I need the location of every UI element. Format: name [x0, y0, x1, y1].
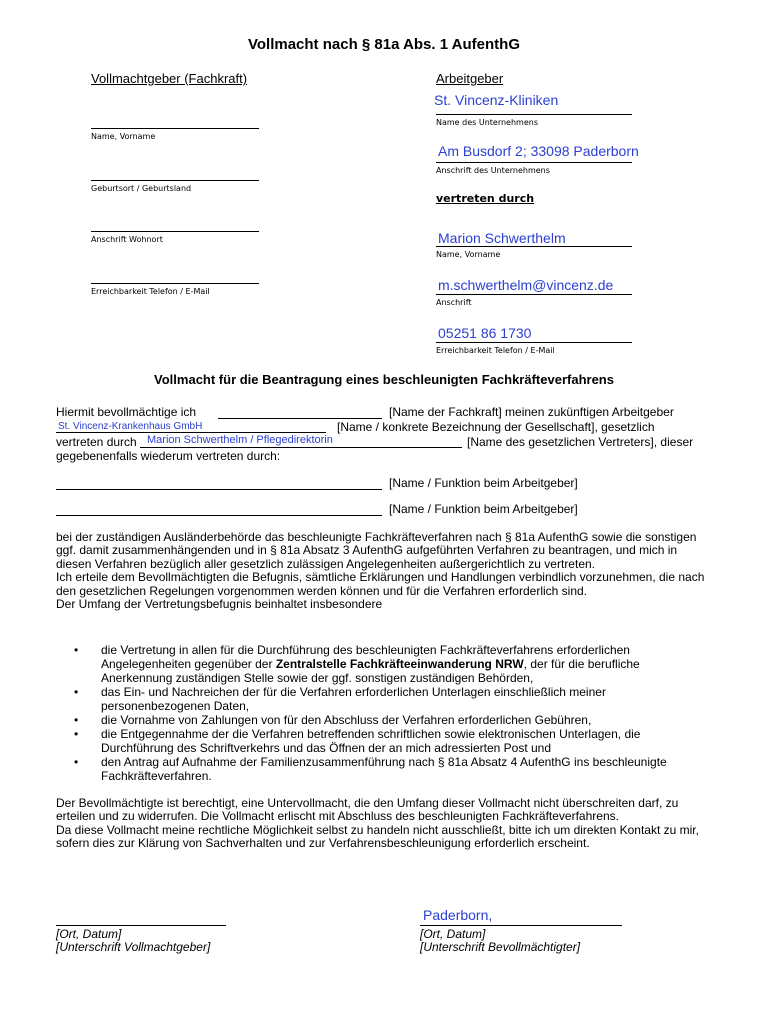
intro-line-2b: [Name / konkrete Bezeichnung der Gesellschaft], gesetzlich: [337, 420, 655, 434]
list-item: [56, 713, 713, 727]
list-item: [56, 755, 713, 783]
intro-line-1b: [Name der Fachkraft] meinen zukünftigen Arbeitgeber: [389, 405, 674, 419]
closing-paragraph-1: Der Bevollmächtigte ist berechtigt, eine Untervollmacht, die den Umfang dieser Vollmacht nicht überschreiten darf, zu erteilen und zu widerrufen. Die Vollmacht erlischt mit Abschluss des beschleunigten Fachkräfteverfahrens.: [56, 796, 679, 824]
right-place-date-label: [Ort, Datum]: [420, 927, 486, 941]
rep-name-value[interactable]: Marion Schwerthelm: [438, 230, 566, 246]
right-signature-label: [Unterschrift Bevollmächtigter]: [420, 940, 581, 954]
document-title: Vollmacht nach § 81a Abs. 1 AufenthG: [247, 36, 520, 53]
bullet-dot: •: [74, 643, 79, 657]
bullet-2-text: das Ein- und Nachreichen der für die Verfahren erforderlichen Unterlagen einschließlich meiner personenbezogenen Daten,: [101, 685, 606, 713]
body-paragraph-1-text: bei der zuständigen Ausländerbehörde das beschleunigte Fachkräfteverfahren nach § 81a AufenthG sowie die sonstigen ggf. damit zusammenhängenden und in § 81a Absatz 3 AufenthG aufgeführten Verfahren zu beantragen, und mich in diesen Verfahren bezüglich aller gesetzlich zulässigen Angelegenheiten außergerichtlich zu vertreten.: [56, 530, 697, 571]
substitute-field-1[interactable]: [56, 489, 382, 490]
bullet-1-tail: , der für die berufliche Anerkennung zuständigen Stelle sowie der ggf. sonstigen zuständigen Behörden,: [101, 657, 640, 685]
bullet-dot: •: [74, 755, 79, 769]
representative-fill[interactable]: Marion Schwerthelm / Pflegedirektorin: [147, 434, 333, 446]
field-label: Name des Unternehmens: [436, 118, 539, 127]
field-label: Erreichbarkeit Telefon / E-Mail: [436, 346, 555, 355]
left-heading: Vollmachtgeber (Fachkraft): [91, 71, 248, 86]
substitute-field-2[interactable]: [56, 515, 382, 516]
bullet-4-text: die Entgegennahme der die Verfahren betreffenden schriftlichen sowie elektronischen Unterlagen, die Durchführung des Schriftverkehrs und das Öffnen der an mich adressierten Post und: [101, 727, 641, 755]
field-line: [436, 162, 632, 163]
right-place-date-field: [420, 925, 622, 926]
field-label: Anschrift: [436, 298, 472, 307]
field-label: Geburtsort / Geburtsland: [91, 184, 192, 193]
left-signature-label: [Unterschrift Vollmachtgeber]: [56, 940, 211, 954]
intro-line-3b: [Name des gesetzlichen Vertreters], dieser: [467, 435, 694, 449]
field-line: [436, 114, 632, 115]
rep-phone-value[interactable]: 05251 86 1730: [438, 325, 532, 341]
bullet-5-text: den Antrag auf Aufnahme der Familienzusammenführung nach § 81a Absatz 4 AufenthG ins beschleunigte Fachkräfteverfahren.: [101, 755, 667, 783]
bullet-3-text: die Vornahme von Zahlungen von für den Abschluss der Verfahren erforderlichen Gebühren,: [101, 713, 592, 727]
left-place-date-label: [Ort, Datum]: [56, 927, 122, 941]
body-paragraph-3-text: Der Umfang der Vertretungsbefugnis beinhaltet insbesondere: [56, 597, 383, 612]
intro-line-3a: vertreten durch: [56, 435, 137, 449]
section-title: Vollmacht für die Beantragung eines beschleunigten Fachkräfteverfahrens: [154, 372, 614, 387]
intro-line-1a: Hiermit bevollmächtige ich: [56, 405, 197, 419]
field-line[interactable]: [91, 283, 259, 284]
field-line: [436, 246, 632, 247]
left-place-date-field[interactable]: [56, 925, 226, 926]
company-fill[interactable]: St. Vincenz-Krankenhaus GmbH: [58, 421, 203, 432]
bullet-1-bold: Zentralstelle Fachkräfteeinwanderung NRW: [275, 657, 524, 671]
field-label: Name, Vorname: [436, 250, 501, 259]
right-heading: Arbeitgeber: [436, 71, 504, 86]
closing-block: [56, 797, 713, 851]
field-line[interactable]: [91, 128, 259, 129]
bullet-1-text: die Vertretung in allen für die Durchführung des beschleunigten Fachkräfteverfahrens erforderlichen Angelegenheiten gegenüber der: [101, 643, 630, 671]
right-place-fill[interactable]: Paderborn,: [423, 907, 493, 923]
bullet-dot: •: [74, 713, 79, 727]
body-paragraph-2-text: Ich erteile dem Bevollmächtigten die Befugnis, sämtliche Erklärungen und Handlungen verbindlich vorzunehmen, die nach den gesetzlichen Regelungen vorgenommen werden können und für die Verfahren erforderlich sind.: [56, 570, 705, 598]
address-value[interactable]: Am Busdorf 2; 33098 Paderborn: [438, 143, 639, 159]
representative-field: [140, 447, 462, 448]
field-label: Name, Vorname: [91, 132, 156, 141]
field-label: Anschrift des Unternehmens: [436, 166, 550, 175]
bullet-dot: •: [74, 685, 79, 699]
function-label-1: [Name / Funktion beim Arbeitgeber]: [389, 476, 578, 490]
list-item: [56, 685, 713, 713]
company-field: [56, 432, 326, 433]
body-paragraph-1: [56, 531, 713, 611]
company-value[interactable]: St. Vincenz-Kliniken: [434, 92, 559, 108]
function-label-2: [Name / Funktion beim Arbeitgeber]: [389, 502, 578, 516]
field-line: [436, 294, 632, 295]
bullet-dot: •: [74, 727, 79, 741]
field-line[interactable]: [91, 180, 259, 181]
field-label: Erreichbarkeit Telefon / E-Mail: [91, 287, 210, 296]
field-line[interactable]: [91, 231, 259, 232]
rep-email-value[interactable]: m.schwerthelm@vincenz.de: [438, 277, 614, 293]
represented-by-heading: vertreten durch: [436, 192, 535, 205]
field-line: [436, 342, 632, 343]
bullet-list: [56, 643, 713, 783]
closing-paragraph-2: Da diese Vollmacht meine rechtliche Möglichkeit selbst zu handeln nicht ausschließt, bitte ich um direkten Kontakt zu mir, sofern dies zur Klärung von Sachverhalten und zur Verfahrensbeschleunigung erforderlich erscheint.: [56, 822, 699, 851]
list-item: [56, 643, 713, 685]
fachkraft-name-field[interactable]: [218, 418, 382, 419]
list-item: [56, 727, 713, 755]
intro-line-4: gegebenenfalls wiederum vertreten durch:: [56, 449, 281, 463]
field-label: Anschrift Wohnort: [91, 235, 163, 244]
